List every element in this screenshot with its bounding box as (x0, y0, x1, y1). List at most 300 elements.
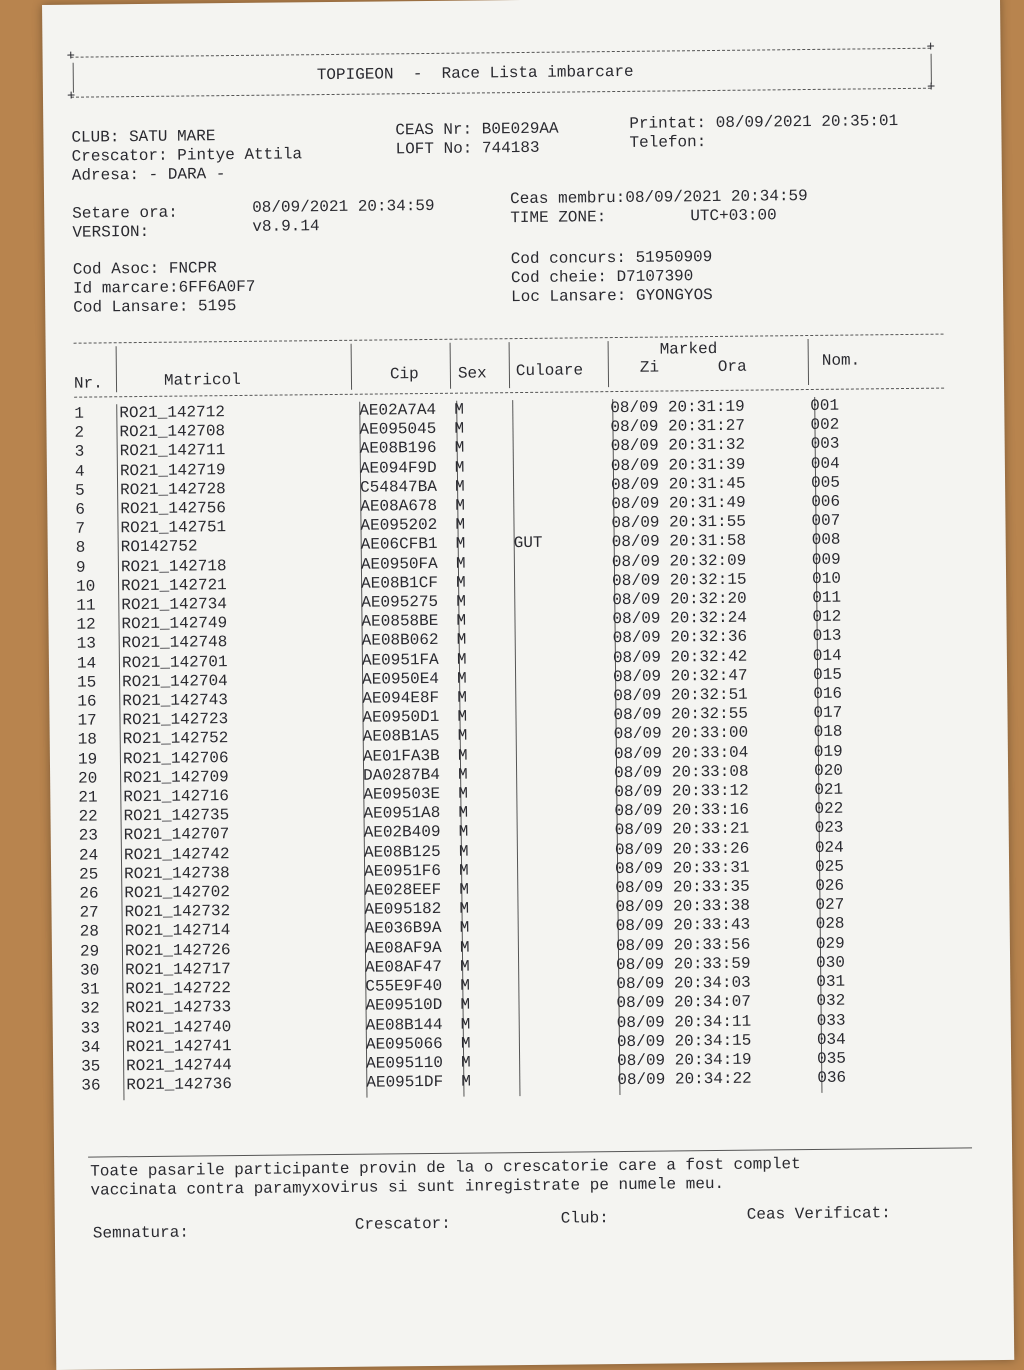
cell-nr: 12 (76, 615, 96, 634)
cell-sex: M (461, 1053, 471, 1072)
cell-nr: 13 (76, 634, 97, 654)
cell-nom: 031 (816, 972, 846, 992)
cell-nom: 006 (811, 492, 841, 512)
cell-marked (615, 839, 815, 860)
cell-nom: 035 (817, 1049, 847, 1068)
cell-matricol: RO21_142718 (120, 556, 227, 576)
cell-nr: 25 (79, 865, 99, 884)
cell-matricol: RO21_142723 (122, 710, 229, 730)
cell-zi: 08/09 (617, 1070, 666, 1090)
cell-culoare (515, 706, 613, 726)
cell-matricol: RO142752 (120, 537, 198, 557)
cell-sex: M (456, 650, 467, 669)
cell-marked (611, 455, 811, 476)
cell-zi: 08/09 (613, 705, 662, 725)
cell-nom: 029 (815, 934, 845, 953)
cell-culoare: GUT (513, 534, 543, 553)
cell-culoare (514, 553, 612, 573)
cell-nom: 007 (811, 511, 841, 531)
club-sign-label: Club: (560, 1209, 609, 1228)
cell-ora: 20:32:15 (669, 570, 747, 590)
cell-sex: M (456, 592, 467, 611)
cell-culoare (518, 937, 616, 957)
cell-culoare (516, 745, 614, 765)
cell-zi: 08/09 (614, 763, 663, 782)
cell-culoare (514, 572, 612, 592)
cell-sex: M (460, 1015, 471, 1034)
cell-culoare (518, 918, 616, 938)
cell-matricol: RO21_142717 (125, 959, 231, 980)
cell-matricol: RO21_142738 (124, 863, 230, 884)
cell-zi: 08/09 (614, 821, 663, 840)
cell-nom: 004 (810, 454, 840, 473)
setare-ora-value: 08/09/2021 20:34:59 (252, 196, 435, 217)
cell-culoare (517, 822, 615, 842)
cell-nr: 24 (78, 846, 99, 865)
cell-cip: AE08AF47 (365, 957, 443, 977)
cell-marked (610, 416, 810, 437)
cell-marked (614, 800, 814, 821)
col-divider (808, 339, 809, 385)
cell-sex: M (457, 707, 468, 726)
version-value: v8.9.14 (252, 217, 320, 236)
cell-culoare (517, 879, 615, 899)
cell-nr: 18 (77, 730, 98, 750)
cell-marked (611, 474, 811, 495)
cell-ora: 20:32:09 (669, 551, 747, 571)
version-label: VERSION: (72, 222, 150, 242)
setare-ora-label: Setare ora: (72, 203, 178, 223)
cell-nr: 4 (74, 462, 85, 481)
cell-matricol: RO21_142749 (121, 614, 228, 634)
cell-zi: 08/09 (610, 475, 660, 494)
cell-ora: 20:31:55 (669, 512, 747, 532)
cell-nr: 33 (80, 1018, 101, 1038)
col-divider (116, 346, 117, 392)
cell-matricol: RO21_142709 (123, 767, 229, 788)
cell-matricol: RO21_142734 (121, 595, 228, 615)
cell-zi: 08/09 (617, 1051, 666, 1070)
cell-marked (612, 608, 812, 629)
cell-ora: 20:31:32 (668, 436, 746, 455)
cell-nr: 15 (77, 673, 97, 692)
cell-culoare (513, 437, 611, 457)
col-header-ora: Ora (717, 357, 747, 376)
cell-ora: 20:34:19 (674, 1050, 752, 1070)
cell-marked (612, 589, 812, 610)
corner-mark: + (66, 48, 76, 65)
cell-ora: 20:34:15 (674, 1031, 752, 1051)
cell-nr: 3 (74, 443, 85, 462)
cell-marked (614, 781, 814, 802)
cell-culoare (518, 956, 616, 976)
cell-matricol: RO21_142706 (122, 748, 229, 768)
cell-marked (617, 1011, 817, 1032)
cell-marked (615, 896, 815, 917)
cell-matricol: RO21_142716 (123, 787, 230, 807)
cell-cip: AE08B1CF (361, 573, 439, 593)
crescator-field: Crescator: Pintye Attila (71, 145, 303, 166)
cell-zi: 08/09 (610, 436, 659, 456)
cell-ora: 20:34:11 (674, 1012, 752, 1031)
corner-mark: + (66, 88, 76, 105)
cell-zi: 08/09 (610, 417, 659, 437)
cod-asoc-field: Cod Asoc: FNCPR (72, 259, 217, 279)
cell-matricol: RO21_142702 (124, 883, 231, 903)
cell-culoare (514, 610, 612, 630)
cell-nom: 018 (813, 723, 843, 742)
cell-nom: 011 (812, 588, 842, 608)
cell-nom: 001 (810, 396, 840, 415)
cell-zi: 08/09 (612, 648, 661, 667)
cell-nom: 020 (813, 761, 843, 780)
cell-matricol: RO21_142728 (120, 479, 226, 500)
cell-ora: 20:32:55 (671, 704, 749, 724)
cell-cip: AE094F9D (359, 458, 437, 478)
cell-sex: M (456, 611, 467, 630)
cell-culoare (516, 764, 614, 784)
cell-matricol: RO21_142726 (124, 940, 231, 960)
cell-ora: 20:33:35 (672, 877, 750, 897)
cell-nr: 26 (79, 884, 99, 903)
cell-marked (613, 666, 813, 687)
cell-zi: 08/09 (611, 494, 660, 514)
cell-nr: 1 (74, 404, 85, 423)
cell-matricol: RO21_142722 (125, 979, 232, 999)
cell-nom: 030 (816, 953, 846, 972)
cell-marked (612, 570, 812, 591)
cell-culoare (512, 418, 610, 438)
cell-nr: 29 (79, 942, 100, 961)
cell-nr: 22 (78, 807, 98, 826)
cell-matricol: RO21_142744 (126, 1055, 232, 1076)
cell-sex: M (455, 496, 465, 515)
cell-sex: M (455, 535, 466, 554)
cell-cip: AE02B409 (363, 823, 441, 843)
cell-nr: 5 (75, 481, 85, 500)
cell-culoare (518, 994, 616, 1014)
cell-nom: 034 (816, 1030, 846, 1049)
col-header-marked: Marked (659, 339, 718, 359)
cell-cip: AE095110 (366, 1053, 444, 1073)
col-header-nom: Nom. (821, 351, 861, 370)
cell-zi: 08/09 (616, 955, 665, 974)
cell-zi: 08/09 (615, 859, 664, 878)
cell-nr: 31 (80, 980, 100, 999)
ceas-verificat-label: Ceas Verificat: (746, 1204, 891, 1224)
cell-marked (615, 819, 815, 840)
cell-marked (613, 627, 813, 648)
cell-nr: 6 (75, 500, 86, 519)
cell-sex: M (459, 899, 470, 918)
cell-matricol: RO21_142743 (122, 691, 229, 711)
cell-cip: AE08B196 (359, 439, 437, 459)
cell-marked (614, 723, 814, 744)
cell-sex: M (454, 439, 465, 458)
cell-cip: AE095202 (360, 516, 438, 535)
cell-cip: AE09510D (365, 996, 443, 1015)
cell-marked (615, 877, 815, 898)
cell-cip: AE0951A8 (363, 804, 441, 823)
cell-matricol: RO21_142701 (121, 652, 228, 672)
cell-ora: 20:33:56 (673, 935, 751, 955)
cell-nom: 027 (815, 895, 845, 915)
cell-culoare (519, 1052, 617, 1072)
cell-nr: 9 (75, 558, 86, 577)
col-header-sex: Sex (457, 364, 487, 383)
cell-sex: M (458, 803, 469, 822)
cell-cip: AE08A678 (360, 496, 438, 516)
col-header-culoare: Culoare (515, 361, 584, 381)
cell-cip: AE0950E4 (362, 669, 440, 689)
cell-nr: 35 (81, 1057, 101, 1076)
cell-cip: AE08B1A5 (362, 727, 440, 747)
crescator-sign-label: Crescator: (354, 1214, 451, 1234)
telefon-field: Telefon: (629, 133, 707, 152)
printat-field: Printat: 08/09/2021 20:35:01 (629, 112, 899, 133)
cell-sex: M (458, 765, 468, 784)
cell-matricol: RO21_142719 (119, 460, 226, 480)
cell-nom: 008 (811, 531, 841, 550)
cell-culoare (516, 726, 614, 746)
cell-marked (612, 551, 812, 572)
cell-marked (616, 954, 816, 975)
cell-cip: AE095045 (359, 420, 437, 439)
cell-marked (616, 973, 816, 994)
cell-zi: 08/09 (611, 532, 660, 552)
cell-nom: 032 (816, 991, 846, 1011)
cell-nom: 003 (810, 435, 840, 454)
cell-nr: 16 (77, 692, 97, 711)
cell-culoare (515, 687, 613, 707)
cell-matricol: RO21_142752 (122, 729, 229, 749)
cell-ora: 20:32:24 (670, 608, 748, 628)
cell-sex: M (456, 631, 467, 650)
cell-marked (611, 493, 811, 514)
cell-nom: 026 (815, 876, 845, 896)
cell-nom: 002 (810, 415, 840, 435)
cod-lansare-field: Cod Lansare: 5195 (73, 296, 237, 317)
cell-cip: AE028EEF (364, 880, 442, 900)
cell-marked (615, 858, 815, 879)
ceas-membru-field: Ceas membru:08/09/2021 20:34:59 (509, 187, 808, 209)
cell-matricol: RO21_142751 (120, 518, 227, 538)
cell-culoare (512, 399, 610, 419)
col-divider (450, 343, 451, 389)
title-top-border (71, 48, 931, 58)
cell-culoare (513, 476, 611, 496)
cell-nom: 012 (812, 607, 842, 627)
cell-nr: 17 (77, 711, 97, 730)
cell-ora: 20:31:49 (668, 493, 746, 513)
cell-zi: 08/09 (615, 917, 664, 936)
cell-matricol: RO21_142707 (123, 825, 230, 845)
cell-zi: 08/09 (616, 1013, 665, 1032)
cell-marked (612, 531, 812, 552)
cell-zi: 08/09 (612, 590, 661, 610)
cell-zi: 08/09 (610, 398, 659, 418)
cell-zi: 08/09 (616, 993, 665, 1013)
cell-matricol: RO21_142741 (125, 1036, 232, 1056)
ceas-nr-field: CEAS Nr: B0E029AA (395, 119, 559, 140)
corner-mark: + (926, 39, 936, 56)
cell-zi: 08/09 (611, 571, 661, 590)
cell-marked (613, 647, 813, 668)
cell-culoare (519, 1071, 617, 1091)
vaccination-statement-line2: vaccinata contra paramyxovirus si sunt inregistrate pe numele meu. (90, 1174, 725, 1200)
cell-zi: 08/09 (612, 667, 662, 686)
cell-cip: AE08B144 (365, 1015, 443, 1035)
cell-sex: M (459, 861, 469, 880)
cell-ora: 20:33:59 (673, 954, 751, 974)
cell-nom: 016 (813, 684, 843, 704)
cell-nr: 7 (75, 519, 86, 538)
cell-ora: 20:32:20 (669, 589, 747, 609)
cell-matricol: RO21_142735 (123, 806, 230, 826)
cell-sex: M (454, 400, 464, 419)
cell-nom: 024 (814, 838, 844, 857)
cell-cip: AE094E8F (362, 688, 440, 708)
cell-zi: 08/09 (616, 974, 665, 994)
cell-ora: 20:33:26 (672, 839, 750, 859)
cell-nr: 14 (76, 654, 97, 673)
cell-nom: 021 (814, 780, 844, 800)
cell-zi: 08/09 (611, 552, 660, 571)
cell-marked (610, 397, 810, 418)
cell-nom: 025 (814, 857, 844, 876)
cell-sex: M (460, 957, 470, 976)
cell-culoare (513, 514, 611, 534)
cell-marked (616, 915, 816, 936)
cell-nr: 21 (78, 788, 98, 807)
cell-culoare (514, 591, 612, 611)
cell-matricol: RO21_142736 (126, 1075, 233, 1095)
cell-ora: 20:33:43 (673, 916, 751, 935)
cell-cip: AE06CFB1 (360, 535, 438, 555)
cell-zi: 08/09 (614, 840, 664, 859)
cell-ora: 20:31:27 (668, 416, 746, 436)
col-header-nr: Nr. (73, 374, 103, 393)
cell-marked (617, 1050, 817, 1071)
cell-nr: 27 (79, 903, 99, 922)
loc-lansare-field: Loc Lansare: GYONGYOS (511, 286, 713, 307)
cell-matricol: RO21_142714 (124, 921, 231, 941)
time-zone-value: UTC+03:00 (690, 206, 777, 226)
cell-sex: M (454, 477, 465, 496)
cell-cip: AE08B062 (361, 631, 439, 651)
cell-nr: 10 (76, 577, 96, 596)
cell-nom: 036 (817, 1068, 847, 1088)
cell-ora: 20:33:16 (672, 800, 750, 820)
cell-matricol: RO21_142721 (121, 575, 227, 596)
cell-ora: 20:31:39 (668, 455, 746, 475)
cell-sex: M (457, 669, 467, 688)
cell-nr: 20 (78, 769, 98, 788)
cell-culoare (515, 668, 613, 688)
cell-cip: AE0951FA (361, 650, 439, 670)
cell-cip: AE036B9A (364, 919, 442, 939)
footer-divider (88, 1147, 972, 1157)
cell-nr: 8 (75, 539, 86, 558)
time-zone-label: TIME ZONE: (510, 208, 607, 228)
cell-culoare (516, 783, 614, 803)
cell-ora: 20:32:47 (670, 666, 748, 686)
cell-culoare (519, 1014, 617, 1034)
cell-culoare (516, 802, 614, 822)
cell-culoare (517, 860, 615, 880)
cell-matricol: RO21_142733 (125, 998, 232, 1018)
cell-sex: M (456, 573, 466, 592)
cell-culoare (518, 975, 616, 995)
cell-ora: 20:33:12 (671, 781, 749, 801)
cell-nom: 013 (812, 627, 842, 646)
cell-culoare (513, 495, 611, 515)
cell-sex: M (461, 1072, 472, 1091)
cell-marked (616, 935, 816, 956)
cell-cip: AE095275 (361, 592, 439, 612)
cod-concurs-field: Cod concurs: 51950909 (510, 248, 713, 269)
cell-ora: 20:33:31 (672, 858, 750, 878)
cell-nom: 033 (816, 1011, 846, 1030)
cell-cip: AE02A7A4 (359, 400, 437, 420)
cell-marked (613, 704, 813, 725)
cell-culoare (513, 457, 611, 477)
cell-nom: 010 (811, 569, 841, 588)
cell-zi: 08/09 (615, 878, 664, 898)
cell-zi: 08/09 (614, 782, 663, 802)
club-field: CLUB: SATU MARE (71, 127, 216, 147)
cell-sex: M (460, 976, 471, 995)
cell-cip: AE0950D1 (362, 708, 440, 727)
cell-zi: 08/09 (610, 456, 659, 475)
cell-sex: M (455, 515, 466, 534)
cell-culoare (515, 649, 613, 669)
cell-nr: 19 (77, 750, 98, 769)
cell-zi: 08/09 (613, 744, 663, 763)
cell-cip: AE0951DF (366, 1072, 444, 1092)
semnatura-label: Semnatura: (92, 1223, 189, 1243)
title-bottom-border (71, 88, 931, 98)
cell-matricol: RO21_142708 (119, 422, 226, 442)
cell-cip: AE09503E (363, 784, 441, 804)
cell-marked (617, 1069, 817, 1090)
cell-cip: AE08B125 (363, 842, 441, 862)
col-divider (351, 344, 352, 390)
cell-nr: 34 (80, 1038, 101, 1057)
cell-marked (614, 743, 814, 764)
cell-ora: 20:33:38 (673, 896, 751, 916)
cell-zi: 08/09 (615, 936, 665, 955)
cell-marked (617, 1031, 817, 1052)
cell-marked (616, 992, 816, 1013)
cell-ora: 20:33:21 (672, 820, 750, 839)
cell-matricol: RO21_142712 (119, 403, 226, 423)
cell-sex: M (460, 995, 471, 1014)
cell-ora: 20:34:03 (673, 973, 751, 993)
col-divider (608, 341, 609, 387)
cell-sex: M (454, 458, 465, 477)
cell-nr: 11 (76, 596, 96, 615)
pigeon-table-body (74, 396, 877, 1096)
cell-matricol: RO21_142742 (123, 844, 230, 864)
cell-cip: C54847BA (360, 477, 437, 497)
cell-nom: 009 (811, 550, 841, 569)
cell-nom: 028 (815, 915, 845, 934)
col-divider (509, 342, 510, 388)
cell-sex: M (459, 919, 470, 938)
cell-ora: 20:32:42 (670, 647, 748, 667)
cell-matricol: RO21_142756 (120, 499, 227, 519)
